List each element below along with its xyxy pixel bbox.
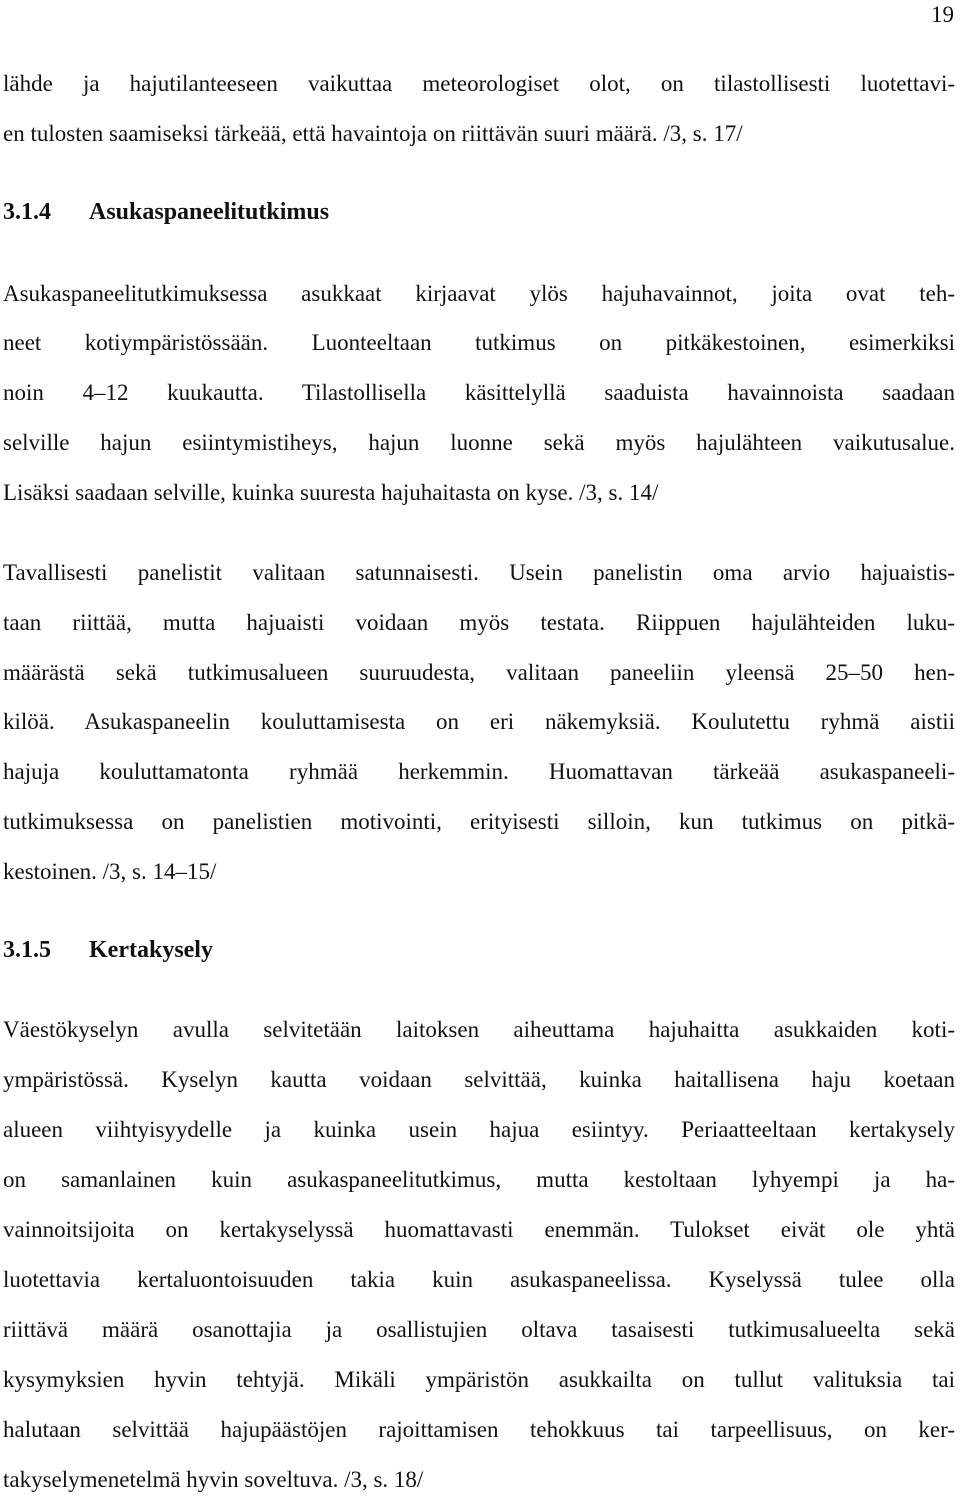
- section-number: 3.1.5: [3, 937, 51, 963]
- page-number: 19: [931, 2, 954, 27]
- text-line: Asukaspaneelitutkimuksessa asukkaat kirjaavat ylös hajuhavainnot, joita ovat teh-: [3, 281, 955, 306]
- text-line: riittävä määrä osanottajia ja osallistujien oltava tasaisesti tutkimusalueelta sekä: [3, 1317, 955, 1342]
- text-line: kestoinen. /3, s. 14–15/: [3, 859, 217, 884]
- section-title: Kertakysely: [89, 937, 213, 963]
- text-line: on samanlainen kuin asukaspaneelitutkimus, mutta kestoltaan lyhyempi ja ha-: [3, 1167, 955, 1192]
- text-line: ympäristössä. Kyselyn kautta voidaan selvittää, kuinka haitallisena haju koetaan: [3, 1067, 955, 1092]
- text-line: luotettavia kertaluontoisuuden takia kuin asukaspaneelissa. Kyselyssä tulee olla: [3, 1267, 955, 1292]
- section-heading-3-1-4: [3, 198, 329, 226]
- text-line: määrästä sekä tutkimusalueen suuruudesta, valitaan paneeliin yleensä 25–50 hen-: [3, 660, 955, 685]
- text-line: Väestökyselyn avulla selvitetään laitoksen aiheuttama hajuhaitta asukkaiden koti-: [3, 1017, 955, 1042]
- text-line: taan riittää, mutta hajuaisti voidaan myös testata. Riippuen hajulähteiden luku-: [3, 610, 955, 635]
- text-line: noin 4–12 kuukautta. Tilastollisella käsittelyllä saaduista havainnoista saadaan: [3, 380, 955, 405]
- section-heading-3-1-5: [3, 936, 213, 964]
- text-line: kysymyksien hyvin tehtyjä. Mikäli ympäristön asukkailta on tullut valituksia tai: [3, 1367, 955, 1392]
- text-line: halutaan selvittää hajupäästöjen rajoittamisen tehokkuus tai tarpeellisuus, on ker-: [3, 1417, 955, 1442]
- text-line: kilöä. Asukaspaneelin kouluttamisesta on eri näkemyksiä. Koulutettu ryhmä aistii: [3, 709, 955, 734]
- text-line: Lisäksi saadaan selville, kuinka suuresta hajuhaitasta on kyse. /3, s. 14/: [3, 480, 659, 505]
- section-number: 3.1.4: [3, 199, 51, 225]
- text-line: tutkimuksessa on panelistien motivointi, erityisesti silloin, kun tutkimus on pitkä-: [3, 809, 955, 834]
- text-line: neet kotiympäristössään. Luonteeltaan tutkimus on pitkäkestoinen, esimerkiksi: [3, 330, 955, 355]
- text-line: Tavallisesti panelistit valitaan satunnaisesti. Usein panelistin oma arvio hajuaistis-: [3, 560, 955, 585]
- text-line: selville hajun esiintymistiheys, hajun luonne sekä myös hajulähteen vaikutusalue.: [3, 430, 955, 455]
- text-line: hajuja kouluttamatonta ryhmää herkemmin. Huomattavan tärkeää asukaspaneeli-: [3, 759, 955, 784]
- text-line: vainnoitsijoita on kertakyselyssä huomattavasti enemmän. Tulokset eivät ole yhtä: [3, 1217, 955, 1242]
- text-line: en tulosten saamiseksi tärkeää, että havaintoja on riittävän suuri määrä. /3, s. 17/: [3, 121, 743, 146]
- text-line: alueen viihtyisyydelle ja kuinka usein hajua esiintyy. Periaatteeltaan kertakysely: [3, 1117, 955, 1142]
- text-line: lähde ja hajutilanteeseen vaikuttaa meteorologiset olot, on tilastollisesti luotettavi-: [3, 71, 955, 96]
- section-title: Asukaspaneelitutkimus: [89, 199, 330, 225]
- text-line: takyselymenetelmä hyvin soveltuva. /3, s. 18/: [3, 1467, 424, 1492]
